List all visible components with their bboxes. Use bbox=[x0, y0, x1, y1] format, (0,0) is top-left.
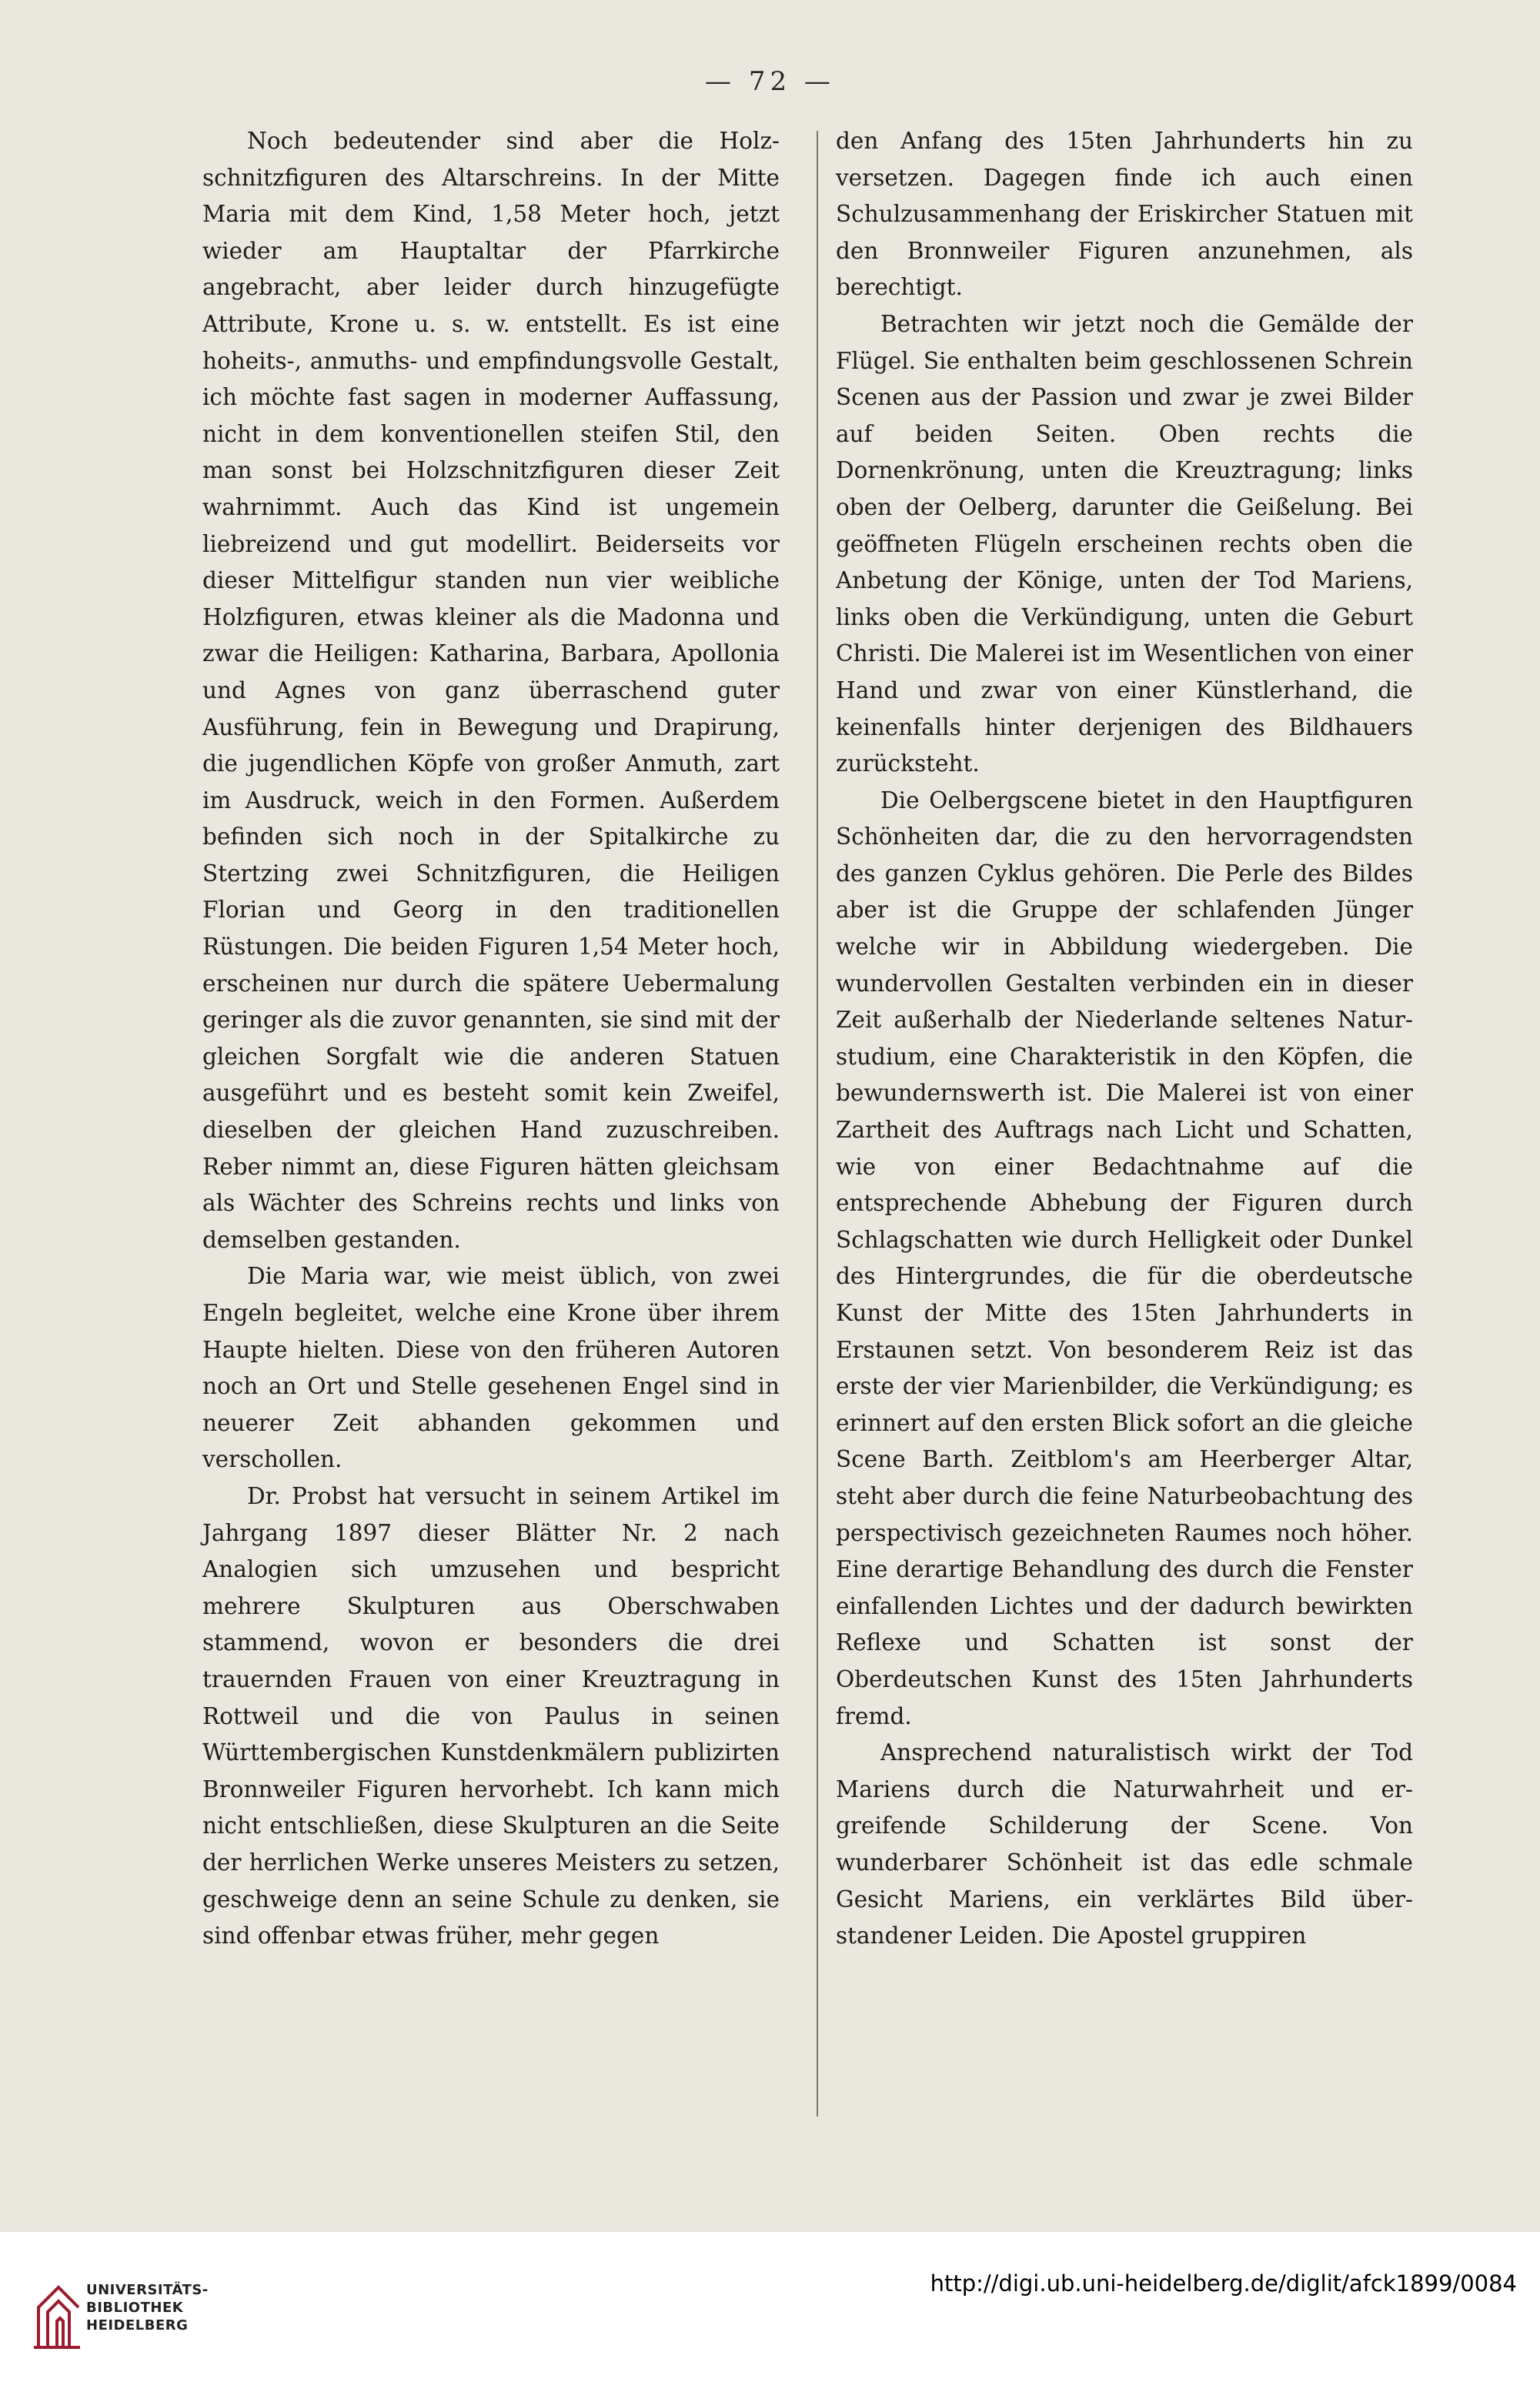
paragraph: Dr. Probst hat versucht in seinem Artikel im Jahrgang 1897 dieser Blätter Nr. 2 nach Analogien sich umzusehen und bespricht mehrere Skulpturen aus Oberschwaben stammend, wovon er besonders die drei trauernden Frauen von einer Kreuztragung in Rottweil und die von Paulus in seinen Württembergischen Kunstdenkmälern publizirten Bronnweiler Figuren hervorhebt. Ich kann mich nicht entschließen, diese Skulpturen an die Seite der herrlichen Werke unseres Meisters zu setzen, geschweige denn an seine Schule zu denken, sie sind offenbar etwas früher, mehr gegen bbox=[202, 1482, 780, 1949]
library-name-line: BIBLIOTHEK bbox=[86, 2300, 184, 2316]
page-number: — 72 — bbox=[705, 66, 835, 97]
left-column bbox=[202, 123, 780, 1955]
right-column bbox=[836, 123, 1413, 1955]
paragraph: Ansprechend naturalistisch wirkt der Tod Mariens durch die Naturwahrheit und ergreifende Schilderung der Scene. Von wunderbarer Schönheit ist das edle schmale Gesicht Mariens, ein verklärtes Bild überstandener Leiden. Die Apostel gruppiren bbox=[836, 1739, 1413, 1949]
paragraph: Betrachten wir jetzt noch die Gemälde der Flügel. Sie enthalten beim geschlossenen Schrein Scenen aus der Passion und zwar je zwei Bilder auf beiden Seiten. Oben rechts die Dornenkrönung, unten die Kreuztragung; links oben der Oelberg, darunter die Geißelung. Bei geöffneten Flügeln erscheinen rechts oben die Anbetung der Könige, unten der Tod Mariens, links oben die Verkündigung, unten die Geburt Christi. Die Malerei ist im Wesentlichen von einer Hand und zwar von einer Künstlerhand, die keinenfalls hinter derjenigen des Bildhauers zurücksteht. bbox=[836, 310, 1413, 777]
paragraph: den Anfang des 15ten Jahrhunderts hin zu versetzen. Dagegen finde ich auch einen Schulzusammenhang der Eriskircher Statuen mit den Bronnweiler Figuren anzunehmen, als berechtigt. bbox=[836, 128, 1413, 301]
paragraph: Die Maria war, wie meist üblich, von zwei Engeln begleitet, welche eine Krone über ihrem Haupte hielten. Diese von den früheren Autoren noch an Ort und Stelle gesehenen Engel sind in neuerer Zeit abhanden gekommen und verschollen. bbox=[202, 1263, 780, 1473]
paragraph: Noch bedeutender sind aber die Holzschnitzfiguren des Altarschreins. In der Mitte Maria mit dem Kind, 1,58 Meter hoch, jetzt wieder am Hauptaltar der Pfarrkirche angebracht, aber leider durch hinzugefügte Attribute, Krone u. s. w. entstellt. Es ist eine hoheits-, anmuths- und empfindungsvolle Gestalt, ich möchte fast sagen in moderner Auffassung, nicht in dem konventionellen steifen Stil, den man sonst bei Holzschnitzfiguren dieser Zeit wahrnimmt. Auch das Kind ist ungemein liebreizend und gut modellirt. Beiderseits vor dieser Mittelfigur standen nun vier weibliche Holzfiguren, etwas kleiner als die Madonna und zwar die Heiligen: Katharina, Barbara, Apollonia und Agnes von ganz überraschend guter Ausführung, fein in Bewegung und Drapirung, die jugendlichen Köpfe von großer Anmuth, zart im Ausdruck, weich in den Formen. Außerdem befinden sich noch in der Spitalkirche zu Stertzing zwei Schnitzfiguren, die Heiligen Florian und Georg in den traditionellen Rüstungen. Die beiden Figuren 1,54 Meter hoch, erscheinen nur durch die spätere Uebermalung geringer als die zuvor genannten, sie sind mit der gleichen Sorgfalt wie die anderen Statuen ausgeführt und es besteht somit kein Zweifel, dieselben der gleichen Hand zuzuschreiben. Reber nimmt an, diese Figuren hätten gleichsam als Wächter des Schreins rechts und links von demselben gestanden. bbox=[202, 128, 780, 1253]
library-name bbox=[86, 2281, 209, 2334]
column-divider bbox=[817, 131, 818, 2116]
library-footer bbox=[0, 2232, 1540, 2382]
source-url[interactable]: http://digi.ub.uni-heidelberg.de/diglit/afck1899/0084 bbox=[930, 2270, 1517, 2297]
library-name-line: HEIDELBERG bbox=[86, 2317, 189, 2334]
paragraph: Die Oelbergscene bietet in den Hauptfiguren Schönheiten dar, die zu den hervorragendsten des ganzen Cyklus gehören. Die Perle des Bildes aber ist die Gruppe der schlafenden Jünger welche wir in Abbildung wiedergeben. Die wundervollen Gestalten verbinden ein in dieser Zeit außerhalb der Niederlande seltenes Naturstudium, eine Charakteristik in den Köpfen, die bewundernswerth ist. Die Malerei ist von einer Zartheit des Auftrags nach Licht und Schatten, wie von einer Bedachtnahme auf die entsprechende Abhebung der Figuren durch Schlagschatten wie durch Helligkeit oder Dunkel des Hintergrundes, die für die oberdeutsche Kunst der Mitte des 15ten Jahrhunderts in Erstaunen setzt. Von besonderem Reiz ist das erste der vier Marienbilder, die Verkündigung; es erinnert auf den ersten Blick sofort an die gleiche Scene Barth. Zeitblom's am Heerberger Altar, steht aber durch die feine Naturbeobachtung des perspectivisch gezeichneten Raumes noch höher. Eine derartige Behandlung des durch die Fenster einfallenden Lichtes und der dadurch bewirkten Reflexe und Schatten ist sonst der Oberdeutschen Kunst des 15ten Jahrhunderts fremd. bbox=[836, 787, 1413, 1729]
library-name-line: UNIVERSITÄTS- bbox=[86, 2282, 209, 2298]
